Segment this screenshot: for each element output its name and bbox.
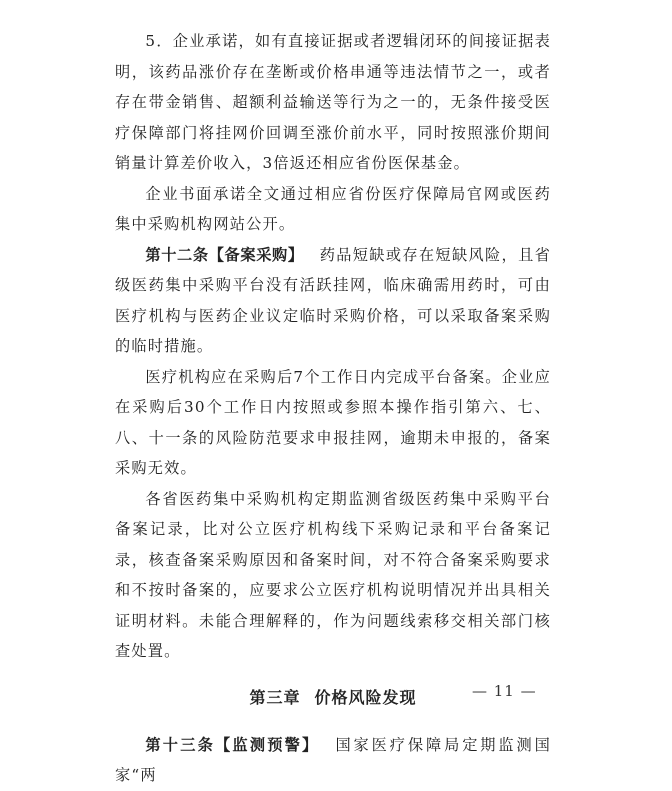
- document-body: [115, 26, 551, 791]
- article-13-title: 第十三条【监测预警】: [145, 735, 320, 754]
- paragraph-commitment-publication: 企业书面承诺全文通过相应省份医疗保障局官网或医药集中采购机构网站公开。: [115, 184, 551, 233]
- paragraph-filing-deadline: 医疗机构应在采购后7个工作日内完成平台备案。企业应在采购后30个工作日内按照或参照本操作指引第六、七、八、十一条的风险防范要求申报挂网，逾期未申报的，备案采购无效。: [115, 367, 551, 477]
- article-13-text: 国家医疗保障局定期监测国家“两: [115, 735, 552, 784]
- article-13: [115, 730, 551, 791]
- article-12-text: 药品短缺或存在短缺风险，且省级医药集中采购平台没有活跃挂网，临床确需用药时，可由医疗机构与医药企业议定临时采购价格，可以采取备案采购的临时措施。: [115, 245, 551, 355]
- paragraph-commitment-5: 5．企业承诺，如有直接证据或者逻辑闭环的间接证据表明，该药品涨价存在垄断或价格串通等违法情节之一，或者存在带金销售、超额利益输送等行为之一的，无条件接受医疗保障部门将挂网价回调至涨价前水平，同时按照涨价期间销量计算差价收入，3倍返还相应省份医保基金。: [115, 32, 551, 172]
- article-12-title: 第十二条【备案采购】: [145, 245, 304, 264]
- page-number: — 11 —: [472, 682, 537, 700]
- chapter-title: 价格风险发现: [314, 687, 417, 707]
- paragraph-filing-monitoring: 各省医药集中采购机构定期监测省级医药集中采购平台备案记录，比对公立医疗机构线下采购记录和平台备案记录，核查备案采购原因和备案时间，对不符合备案采购要求和不按时备案的，应要求公立医疗机构说明情况并出具相关证明材料。未能合理解释的，作为问题线索移交相关部门核查处置。: [115, 489, 551, 660]
- article-12: [115, 240, 551, 362]
- chapter-number: 第三章: [249, 687, 301, 707]
